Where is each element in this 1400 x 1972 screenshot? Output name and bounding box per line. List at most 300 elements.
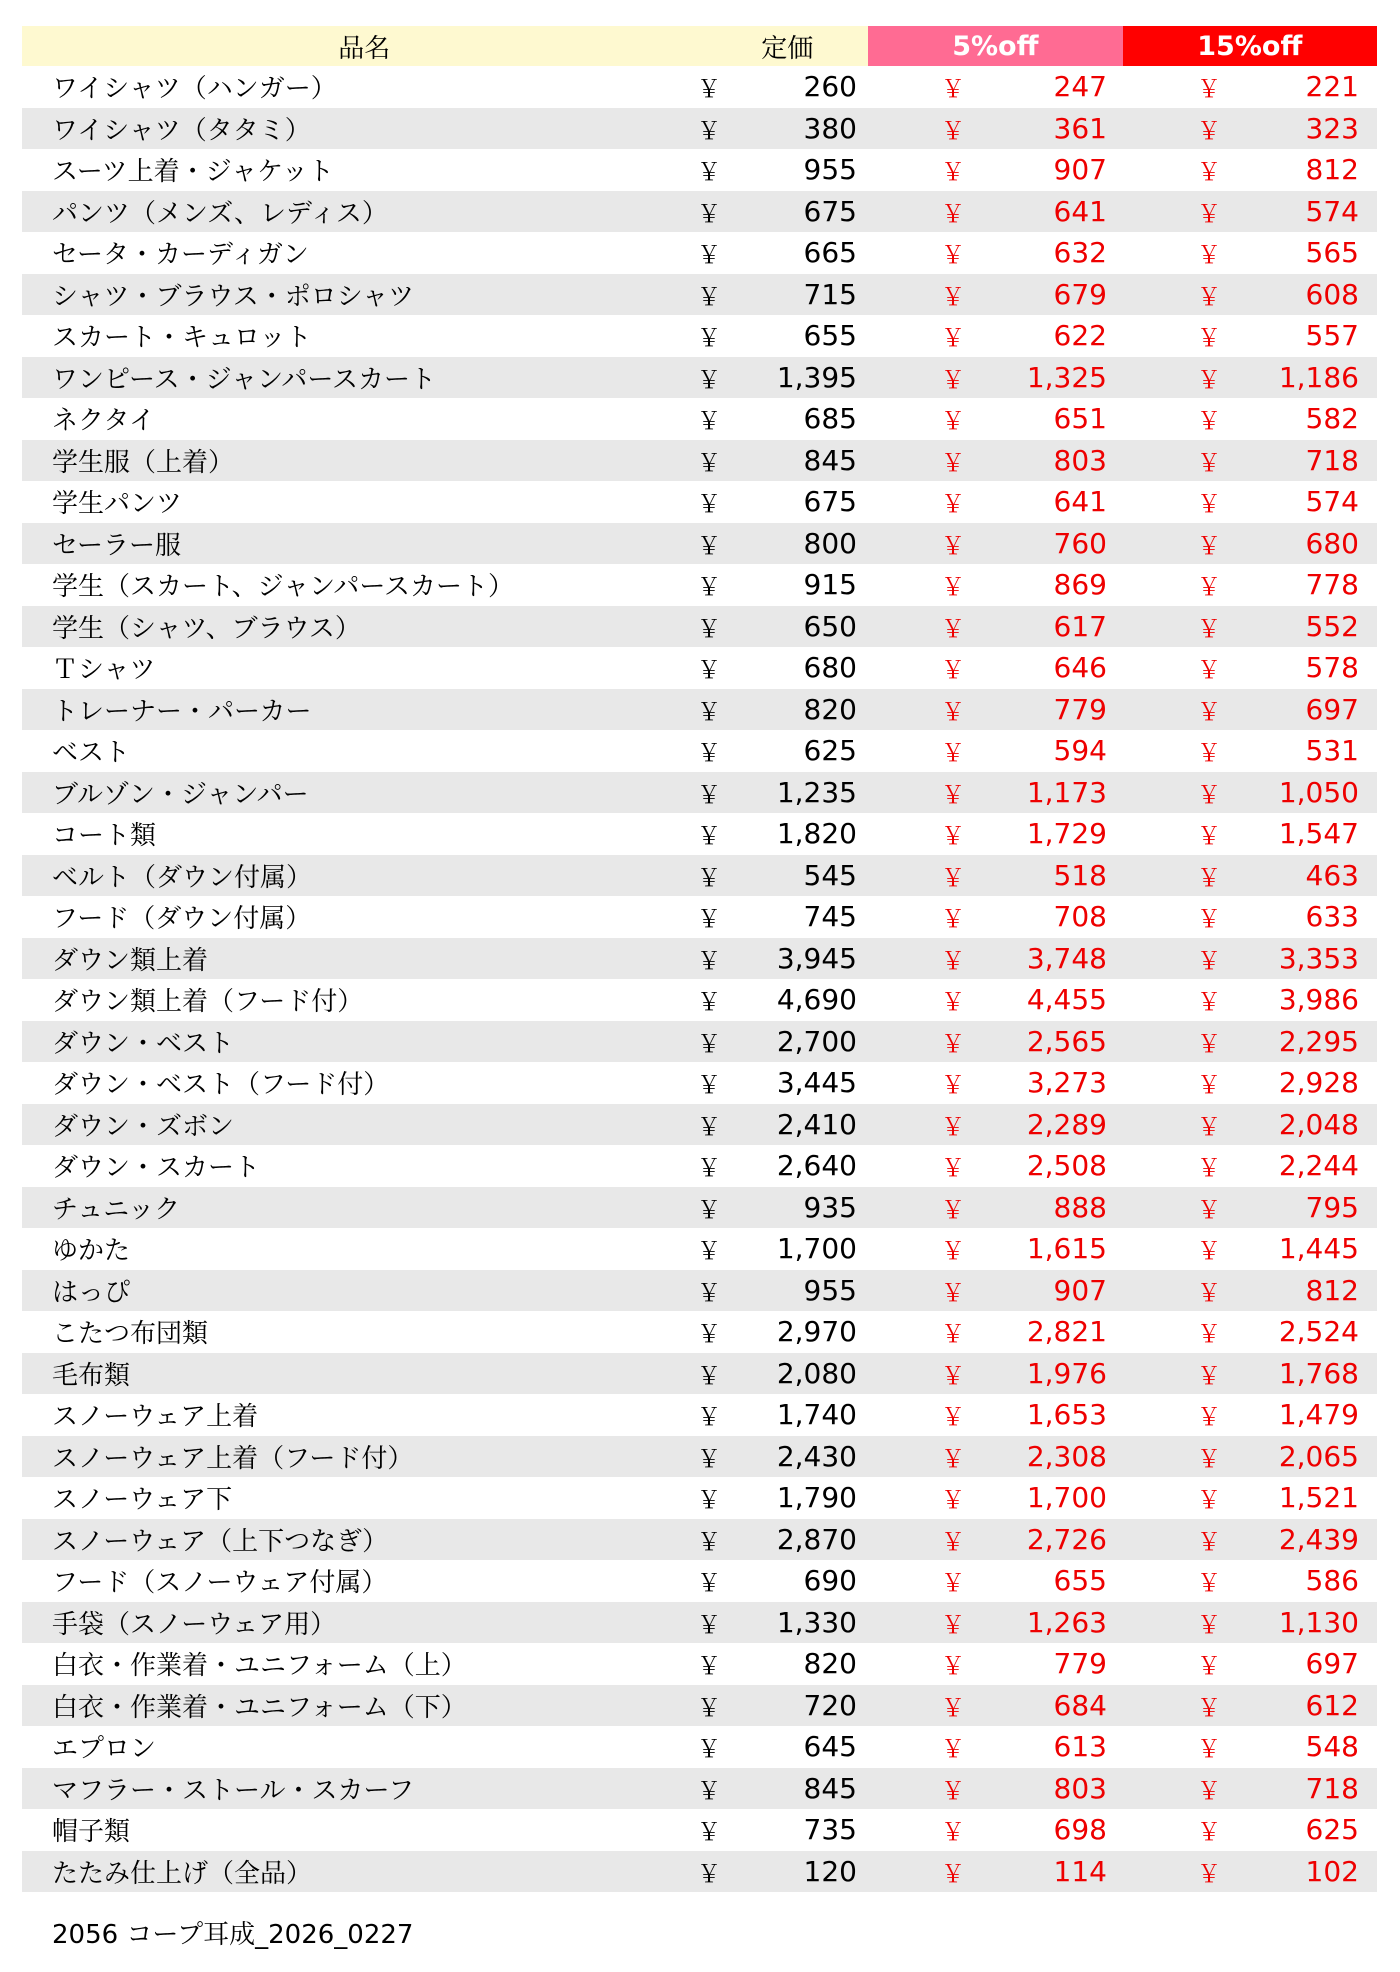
price-5off: 518 (1053, 858, 1107, 892)
yen-sign: ￥ (697, 1527, 721, 1556)
price-15off: 574 (1305, 194, 1359, 228)
price-15off: 1,768 (1278, 1356, 1359, 1390)
yen-sign: ￥ (1197, 573, 1221, 602)
table-row (22, 772, 1377, 814)
yen-sign: ￥ (697, 1278, 721, 1307)
yen-sign: ￥ (941, 1527, 965, 1556)
yen-sign: ￥ (941, 780, 965, 809)
yen-sign: ￥ (941, 407, 965, 436)
table-row (22, 1311, 1377, 1353)
table-row (22, 813, 1377, 855)
price-15off: 2,524 (1278, 1315, 1359, 1349)
list-price: 715 (803, 277, 857, 311)
item-name: スーツ上着・ジャケット (52, 157, 334, 188)
table-row (22, 1145, 1377, 1187)
price-15off: 1,186 (1278, 360, 1359, 394)
price-5off-cell (861, 564, 1119, 606)
item-name: ベルト（ダウン付属） (52, 862, 313, 893)
price-15off: 812 (1305, 1273, 1359, 1307)
price-5off-cell (861, 1021, 1119, 1063)
yen-sign: ￥ (941, 531, 965, 560)
yen-sign: ￥ (697, 490, 721, 519)
item-name: ダウン・スカート (52, 1153, 261, 1184)
price-15off-cell (1119, 1851, 1377, 1893)
price-15off: 795 (1305, 1190, 1359, 1224)
price-5off-cell (861, 1145, 1119, 1187)
price-5off: 2,821 (1026, 1315, 1107, 1349)
price-15off-cell (1119, 606, 1377, 648)
yen-sign: ￥ (1197, 324, 1221, 353)
footer-store-code: 2056 コープ耳成_2026_0227 (52, 1920, 414, 1950)
price-15off-cell (1119, 1643, 1377, 1685)
price-15off: 778 (1305, 568, 1359, 602)
yen-sign: ￥ (941, 365, 965, 394)
price-15off-cell (1119, 1270, 1377, 1312)
item-name: 学生パンツ (52, 489, 183, 520)
list-price: 1,235 (776, 775, 857, 809)
list-price-cell (697, 440, 861, 482)
list-price: 800 (803, 526, 857, 560)
yen-sign: ￥ (941, 697, 965, 726)
price-15off: 625 (1305, 1813, 1359, 1847)
price-5off-cell (861, 979, 1119, 1021)
price-15off-cell (1119, 315, 1377, 357)
list-price: 690 (803, 1564, 857, 1598)
table-row (22, 481, 1377, 523)
yen-sign: ￥ (697, 1652, 721, 1681)
table-row (22, 1768, 1377, 1810)
yen-sign: ￥ (1197, 1610, 1221, 1639)
list-price-cell (697, 1726, 861, 1768)
list-price-cell (697, 1104, 861, 1146)
yen-sign: ￥ (1197, 905, 1221, 934)
price-5off-cell (861, 1228, 1119, 1270)
yen-sign: ￥ (941, 448, 965, 477)
price-5off-cell (861, 1768, 1119, 1810)
header-5off: 5%off (868, 26, 1122, 66)
price-15off-cell (1119, 979, 1377, 1021)
list-price-cell (697, 274, 861, 316)
price-5off: 617 (1053, 609, 1107, 643)
table-row (22, 1560, 1377, 1602)
list-price: 3,945 (776, 941, 857, 975)
list-price-cell (697, 1270, 861, 1312)
list-price: 845 (803, 443, 857, 477)
table-row (22, 1809, 1377, 1851)
price-15off: 531 (1305, 734, 1359, 768)
yen-sign: ￥ (941, 1776, 965, 1805)
list-price: 650 (803, 609, 857, 643)
yen-sign: ￥ (941, 863, 965, 892)
price-5off-cell (861, 1685, 1119, 1727)
list-price: 745 (803, 900, 857, 934)
yen-sign: ￥ (697, 241, 721, 270)
price-5off: 4,455 (1026, 983, 1107, 1017)
list-price-cell (697, 1021, 861, 1063)
price-5off: 2,565 (1026, 1024, 1107, 1058)
yen-sign: ￥ (697, 1486, 721, 1515)
yen-sign: ￥ (697, 324, 721, 353)
list-price-cell (697, 1311, 861, 1353)
price-5off: 361 (1053, 111, 1107, 145)
item-name: セータ・カーディガン (52, 240, 309, 271)
price-15off: 1,547 (1278, 817, 1359, 851)
yen-sign: ￥ (941, 614, 965, 643)
table-row (22, 606, 1377, 648)
price-5off: 779 (1053, 1647, 1107, 1681)
price-5off: 247 (1053, 70, 1107, 104)
price-5off: 803 (1053, 1771, 1107, 1805)
table-row (22, 191, 1377, 233)
list-price-cell (697, 523, 861, 565)
list-price: 4,690 (776, 983, 857, 1017)
price-15off: 680 (1305, 526, 1359, 560)
list-price: 845 (803, 1771, 857, 1805)
price-15off: 2,048 (1278, 1107, 1359, 1141)
price-15off: 582 (1305, 402, 1359, 436)
table-row (22, 440, 1377, 482)
price-5off: 1,976 (1026, 1356, 1107, 1390)
yen-sign: ￥ (941, 1569, 965, 1598)
list-price: 2,700 (776, 1024, 857, 1058)
price-15off: 608 (1305, 277, 1359, 311)
list-price-cell (697, 108, 861, 150)
price-15off-cell (1119, 1021, 1377, 1063)
price-5off-cell (861, 1726, 1119, 1768)
price-5off: 869 (1053, 568, 1107, 602)
price-15off-cell (1119, 1353, 1377, 1395)
yen-sign: ￥ (1197, 199, 1221, 228)
price-5off: 3,748 (1026, 941, 1107, 975)
price-5off-cell (861, 1851, 1119, 1893)
yen-sign: ￥ (941, 199, 965, 228)
price-15off: 2,928 (1278, 1066, 1359, 1100)
yen-sign: ￥ (941, 1735, 965, 1764)
price-15off-cell (1119, 938, 1377, 980)
price-15off: 1,479 (1278, 1398, 1359, 1432)
item-name: ダウン・ベスト (52, 1028, 235, 1059)
yen-sign: ￥ (1197, 158, 1221, 187)
price-15off-cell (1119, 855, 1377, 897)
item-name: ワイシャツ（タタミ） (52, 115, 311, 146)
price-5off: 1,173 (1026, 775, 1107, 809)
price-15off-cell (1119, 1685, 1377, 1727)
yen-sign: ￥ (697, 739, 721, 768)
price-15off-cell (1119, 108, 1377, 150)
price-5off-cell (861, 1560, 1119, 1602)
price-5off-cell (861, 1602, 1119, 1644)
yen-sign: ￥ (697, 75, 721, 104)
price-5off-cell (861, 440, 1119, 482)
list-price: 2,970 (776, 1315, 857, 1349)
price-5off: 760 (1053, 526, 1107, 560)
item-name: たたみ仕上げ（全品） (52, 1858, 313, 1889)
price-5off-cell (861, 1394, 1119, 1436)
yen-sign: ￥ (941, 1112, 965, 1141)
yen-sign: ￥ (941, 1403, 965, 1432)
price-5off-cell (861, 1809, 1119, 1851)
yen-sign: ￥ (697, 1776, 721, 1805)
list-price-cell (697, 979, 861, 1021)
item-name: ネクタイ (52, 406, 155, 437)
item-name: Ｔシャツ (52, 655, 156, 686)
list-price-cell (697, 1685, 861, 1727)
yen-sign: ￥ (1197, 116, 1221, 145)
list-price-cell (697, 1187, 861, 1229)
list-price-cell (697, 813, 861, 855)
price-15off: 697 (1305, 692, 1359, 726)
yen-sign: ￥ (1197, 988, 1221, 1017)
item-name: ブルゾン・ジャンパー (52, 779, 309, 810)
price-15off: 463 (1305, 858, 1359, 892)
table-row (22, 647, 1377, 689)
item-name: 学生（シャツ、ブラウス） (52, 613, 361, 644)
table-row (22, 1228, 1377, 1270)
yen-sign: ￥ (697, 1361, 721, 1390)
item-name: 手袋（スノーウェア用） (52, 1609, 337, 1640)
price-15off: 102 (1305, 1854, 1359, 1888)
price-5off: 907 (1053, 153, 1107, 187)
price-15off: 3,353 (1278, 941, 1359, 975)
price-5off: 2,508 (1026, 1149, 1107, 1183)
yen-sign: ￥ (697, 1610, 721, 1639)
yen-sign: ￥ (1197, 531, 1221, 560)
yen-sign: ￥ (697, 407, 721, 436)
table-row (22, 938, 1377, 980)
table-row (22, 896, 1377, 938)
yen-sign: ￥ (1197, 1361, 1221, 1390)
item-name: フード（ダウン付属） (52, 904, 312, 935)
price-5off-cell (861, 1477, 1119, 1519)
price-5off: 651 (1053, 402, 1107, 436)
table-row (22, 564, 1377, 606)
yen-sign: ￥ (697, 1444, 721, 1473)
price-15off: 718 (1305, 443, 1359, 477)
price-15off: 548 (1305, 1730, 1359, 1764)
yen-sign: ￥ (941, 739, 965, 768)
item-name: コート類 (52, 821, 157, 852)
price-5off-cell (861, 1270, 1119, 1312)
price-5off-cell (861, 274, 1119, 316)
price-5off: 1,263 (1026, 1605, 1107, 1639)
yen-sign: ￥ (1197, 1776, 1221, 1805)
table-row (22, 1270, 1377, 1312)
yen-sign: ￥ (697, 1320, 721, 1349)
yen-sign: ￥ (941, 1361, 965, 1390)
yen-sign: ￥ (941, 1693, 965, 1722)
table-row (22, 1477, 1377, 1519)
price-15off: 1,521 (1278, 1481, 1359, 1515)
yen-sign: ￥ (697, 905, 721, 934)
list-price: 820 (803, 692, 857, 726)
yen-sign: ￥ (1197, 1527, 1221, 1556)
list-price: 2,410 (776, 1107, 857, 1141)
price-15off-cell (1119, 1602, 1377, 1644)
list-price: 1,395 (776, 360, 857, 394)
yen-sign: ￥ (941, 1071, 965, 1100)
yen-sign: ￥ (941, 490, 965, 519)
yen-sign: ￥ (941, 1154, 965, 1183)
list-price-cell (697, 606, 861, 648)
yen-sign: ￥ (941, 116, 965, 145)
price-5off: 779 (1053, 692, 1107, 726)
list-price: 915 (803, 568, 857, 602)
price-5off: 1,325 (1026, 360, 1107, 394)
price-15off: 812 (1305, 153, 1359, 187)
yen-sign: ￥ (941, 1195, 965, 1224)
yen-sign: ￥ (941, 988, 965, 1017)
yen-sign: ￥ (1197, 739, 1221, 768)
price-15off-cell (1119, 191, 1377, 233)
list-price-cell (697, 315, 861, 357)
list-price-cell (697, 772, 861, 814)
list-price-cell (697, 1394, 861, 1436)
table-row (22, 523, 1377, 565)
yen-sign: ￥ (697, 697, 721, 726)
price-15off: 574 (1305, 485, 1359, 519)
item-name: ワイシャツ（ハンガー） (52, 74, 337, 105)
yen-sign: ￥ (1197, 1029, 1221, 1058)
price-5off: 646 (1053, 651, 1107, 685)
item-name: エプロン (52, 1734, 157, 1765)
table-row (22, 1643, 1377, 1685)
header-name: 品名 (338, 33, 391, 64)
list-price-cell (697, 1353, 861, 1395)
price-15off-cell (1119, 1768, 1377, 1810)
price-15off-cell (1119, 232, 1377, 274)
price-15off: 1,130 (1278, 1605, 1359, 1639)
yen-sign: ￥ (941, 1237, 965, 1266)
yen-sign: ￥ (697, 1029, 721, 1058)
price-5off-cell (861, 606, 1119, 648)
header-15off: 15%off (1123, 26, 1377, 66)
price-15off-cell (1119, 1228, 1377, 1270)
item-name: 白衣・作業着・ユニフォーム（上） (52, 1651, 467, 1682)
item-name: 学生（スカート、ジャンパースカート） (52, 572, 515, 603)
table-row (22, 1187, 1377, 1229)
yen-sign: ￥ (697, 1859, 721, 1888)
yen-sign: ￥ (1197, 1154, 1221, 1183)
yen-sign: ￥ (1197, 1859, 1221, 1888)
price-5off: 632 (1053, 236, 1107, 270)
yen-sign: ￥ (697, 1154, 721, 1183)
yen-sign: ￥ (1197, 1278, 1221, 1307)
price-5off-cell (861, 191, 1119, 233)
list-price-cell (697, 66, 861, 108)
yen-sign: ￥ (941, 1444, 965, 1473)
price-5off-cell (861, 149, 1119, 191)
table-row (22, 1021, 1377, 1063)
yen-sign: ￥ (941, 1486, 965, 1515)
yen-sign: ￥ (941, 1818, 965, 1847)
table-row (22, 108, 1377, 150)
yen-sign: ￥ (697, 282, 721, 311)
price-5off-cell (861, 1353, 1119, 1395)
item-name: フード（スノーウェア付属） (52, 1568, 388, 1599)
yen-sign: ￥ (1197, 282, 1221, 311)
table-row (22, 689, 1377, 731)
price-15off-cell (1119, 66, 1377, 108)
item-name: ダウン・ベスト（フード付） (52, 1070, 390, 1101)
price-5off-cell (861, 1104, 1119, 1146)
yen-sign: ￥ (697, 656, 721, 685)
yen-sign: ￥ (697, 863, 721, 892)
table-row (22, 855, 1377, 897)
table-row (22, 1062, 1377, 1104)
price-5off: 1,700 (1026, 1481, 1107, 1515)
list-price: 680 (803, 651, 857, 685)
yen-sign: ￥ (697, 365, 721, 394)
item-name: 学生服（上着） (52, 447, 235, 478)
yen-sign: ￥ (1197, 1071, 1221, 1100)
yen-sign: ￥ (941, 1859, 965, 1888)
item-name: ダウン類上着（フード付） (52, 987, 364, 1018)
yen-sign: ￥ (1197, 780, 1221, 809)
yen-sign: ￥ (941, 1029, 965, 1058)
yen-sign: ￥ (941, 905, 965, 934)
item-name: ダウン類上着 (52, 945, 209, 976)
yen-sign: ￥ (697, 1071, 721, 1100)
table-row (22, 149, 1377, 191)
price-15off-cell (1119, 896, 1377, 938)
table-row (22, 1726, 1377, 1768)
price-5off: 684 (1053, 1688, 1107, 1722)
list-price-cell (697, 398, 861, 440)
price-5off-cell (861, 1519, 1119, 1561)
price-5off-cell (861, 1187, 1119, 1229)
list-price-cell (697, 938, 861, 980)
price-5off-cell (861, 855, 1119, 897)
price-15off: 586 (1305, 1564, 1359, 1598)
table-header-row (22, 26, 1377, 66)
price-15off: 1,445 (1278, 1232, 1359, 1266)
price-5off: 2,289 (1026, 1107, 1107, 1141)
table-row (22, 1685, 1377, 1727)
price-5off-cell (861, 647, 1119, 689)
yen-sign: ￥ (941, 1610, 965, 1639)
price-5off: 594 (1053, 734, 1107, 768)
list-price-cell (697, 1228, 861, 1270)
price-15off: 323 (1305, 111, 1359, 145)
table-row (22, 1436, 1377, 1478)
list-price-cell (697, 481, 861, 523)
price-5off: 2,308 (1026, 1439, 1107, 1473)
price-15off-cell (1119, 689, 1377, 731)
list-price: 935 (803, 1190, 857, 1224)
price-15off-cell (1119, 1726, 1377, 1768)
price-5off-cell (861, 315, 1119, 357)
yen-sign: ￥ (697, 158, 721, 187)
price-5off-cell (861, 1311, 1119, 1353)
yen-sign: ￥ (1197, 1237, 1221, 1266)
list-price: 1,740 (776, 1398, 857, 1432)
list-price-cell (697, 1851, 861, 1893)
item-name: スノーウェア上着 (52, 1402, 259, 1433)
item-name: チュニック (52, 1194, 181, 1225)
price-table (22, 26, 1377, 1892)
yen-sign: ￥ (1197, 490, 1221, 519)
list-price-cell (697, 1560, 861, 1602)
price-5off-cell (861, 938, 1119, 980)
list-price-cell (697, 149, 861, 191)
price-5off: 907 (1053, 1273, 1107, 1307)
item-name: マフラー・ストール・スカーフ (52, 1775, 415, 1806)
list-price: 380 (803, 111, 857, 145)
price-5off-cell (861, 730, 1119, 772)
price-5off-cell (861, 1436, 1119, 1478)
price-15off-cell (1119, 1187, 1377, 1229)
list-price-cell (697, 1477, 861, 1519)
